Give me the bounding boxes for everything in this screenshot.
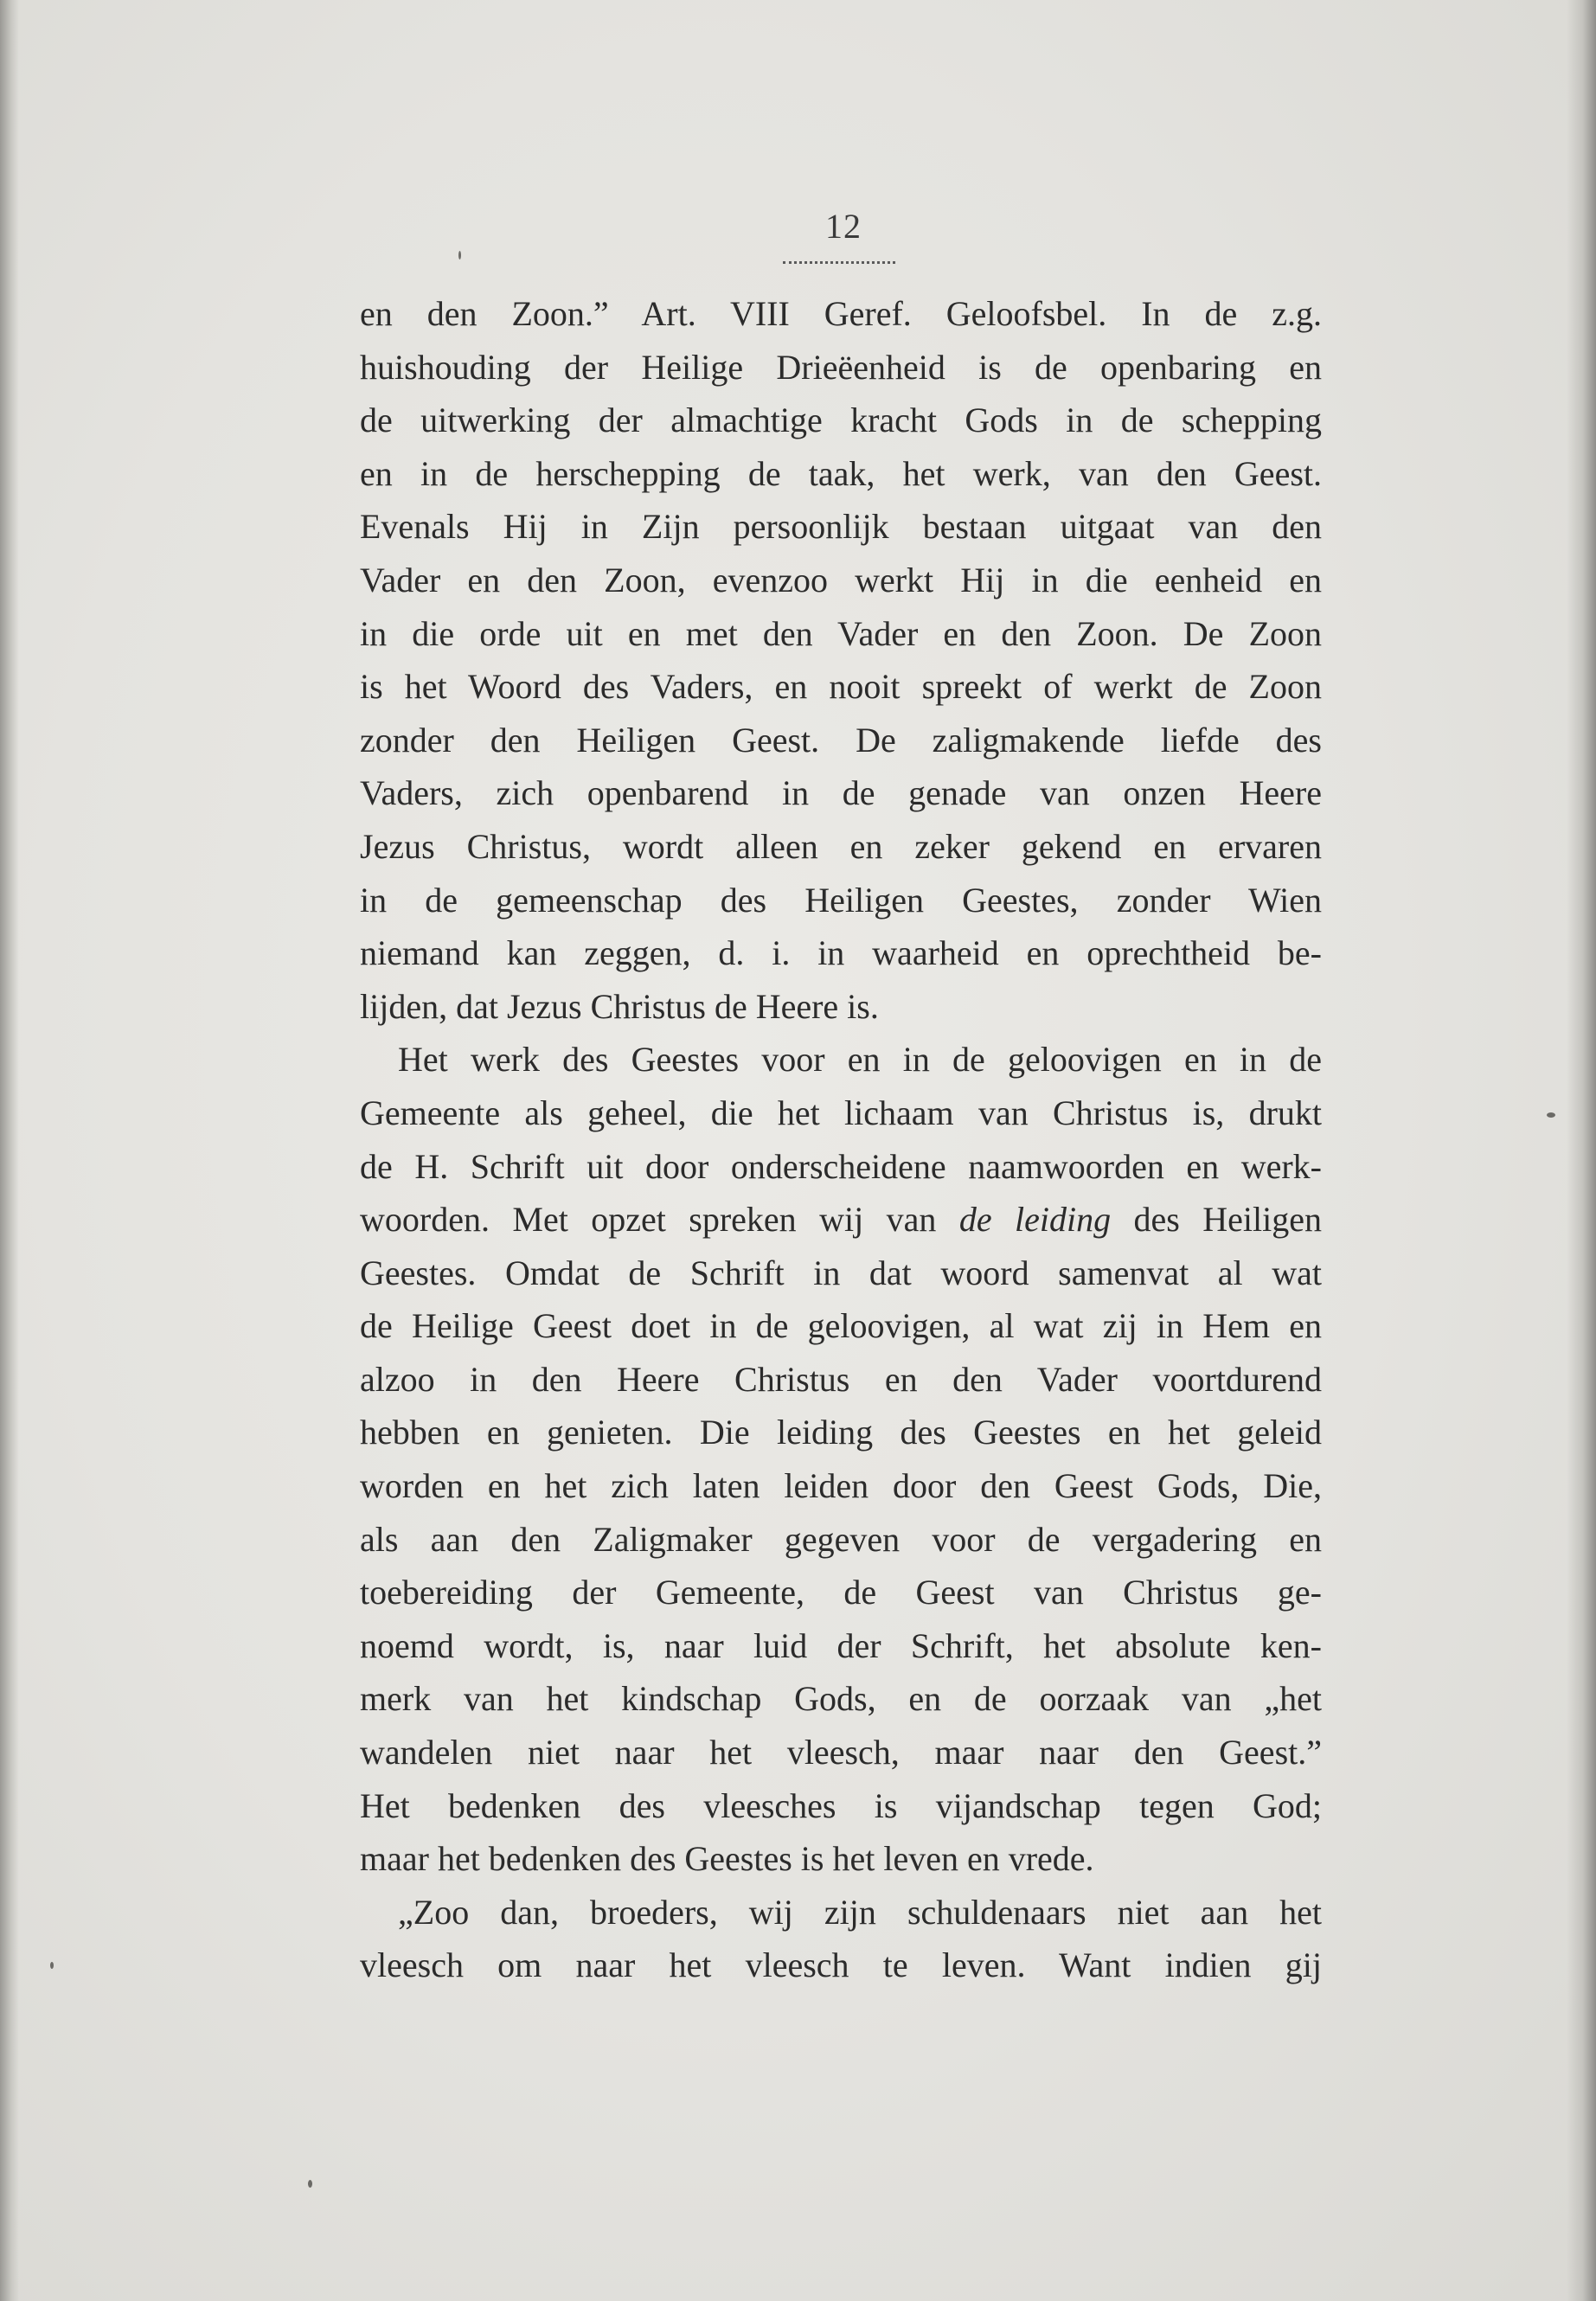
text-line: in de gemeenschap des Heiligen Geestes, zonder Wien (360, 880, 1322, 920)
text-line: „Zoo dan, broeders, wij zijn schuldenaars niet aan het (398, 1892, 1322, 1932)
italic-phrase: de leiding (958, 1200, 1112, 1240)
text-line: als aan den Zaligmaker gegeven voor de vergadering en (360, 1519, 1322, 1559)
page-number-ornament (783, 256, 895, 264)
text-line: de H. Schrift uit door onderscheidene naamwoorden en werk- (360, 1146, 1322, 1186)
text-line: en den Zoon.” Art. VIII Geref. Geloofsbel. In de z.g. (360, 294, 1322, 333)
text-line: de Heilige Geest doet in de geloovigen, al wat zij in Hem en (360, 1306, 1322, 1346)
text-line: niemand kan zeggen, d. i. in waarheid en oprechtheid be- (360, 933, 1322, 973)
text-line: en in de herschepping de taak, het werk, van den Geest. (360, 453, 1322, 493)
text-line: Het werk des Geestes voor en in de geloovigen en in de (398, 1040, 1322, 1080)
text-line: maar het bedenken des Geestes is het leven en vrede. (360, 1839, 1094, 1879)
text-line: is het Woord des Vaders, en nooit spreekt of werkt de Zoon (360, 667, 1322, 707)
page-right-edge-shadow (1567, 0, 1596, 2301)
text-line: wandelen niet naar het vleesch, maar naar den Geest.” (360, 1733, 1322, 1772)
scan-speck (458, 251, 461, 260)
text-line: de uitwerking der almachtige kracht Gods in de schepping (360, 401, 1322, 440)
scan-speck (1547, 1112, 1555, 1118)
scan-speck (50, 1962, 54, 1969)
text-line: Vaders, zich openbarend in de genade van onzen Heere (360, 773, 1322, 813)
text-segment: des Heiligen (1111, 1200, 1322, 1240)
text-line: Het bedenken des vleesches is vijandschap tegen God; (360, 1785, 1322, 1825)
text-line: noemd wordt, is, naar luid der Schrift, het absolute ken- (360, 1625, 1322, 1665)
page-number: 12 (825, 207, 862, 246)
text-line: lijden, dat Jezus Christus de Heere is. (360, 986, 879, 1026)
text-line: vleesch om naar het vleesch te leven. Want indien gij (360, 1945, 1322, 1985)
text-line: Evenals Hij in Zijn persoonlijk bestaan uitgaat van den (360, 507, 1322, 547)
text-line: Vader en den Zoon, evenzoo werkt Hij in die eenheid en (360, 560, 1322, 599)
text-line: merk van het kindschap Gods, en de oorzaak van „het (360, 1679, 1322, 1719)
text-segment: woorden. Met opzet spreken wij van (360, 1200, 959, 1240)
text-line: alzoo in den Heere Christus en den Vader voortdurend (360, 1359, 1322, 1399)
text-line: Gemeente als geheel, die het lichaam van Christus is, drukt (360, 1093, 1322, 1132)
scan-speck (308, 2180, 312, 2188)
text-line: Jezus Christus, wordt alleen en zeker gekend en ervaren (360, 826, 1322, 866)
text-line: toebereiding der Gemeente, de Geest van Christus ge- (360, 1573, 1322, 1612)
page-left-edge-shadow (0, 0, 19, 2301)
text-line: in die orde uit en met den Vader en den Zoon. De Zoon (360, 613, 1322, 653)
text-line: zonder den Heiligen Geest. De zaligmakende liefde des (360, 720, 1322, 760)
body-text (360, 287, 1322, 1992)
text-line-with-italic (360, 1193, 1322, 1247)
text-line: huishouding der Heilige Drieëenheid is de openbaring en (360, 347, 1322, 387)
text-line: Geestes. Omdat de Schrift in dat woord samenvat al wat (360, 1253, 1322, 1292)
text-line: hebben en genieten. Die leiding des Geestes en het geleid (360, 1413, 1322, 1452)
text-line: worden en het zich laten leiden door den Geest Gods, Die, (360, 1466, 1322, 1506)
